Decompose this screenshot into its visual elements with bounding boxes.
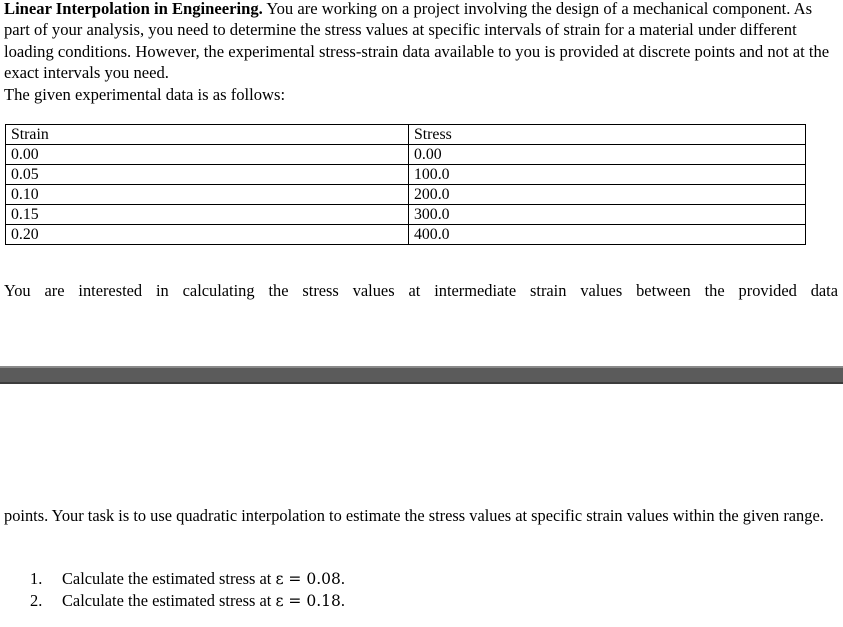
intro-heading: Linear Interpolation in Engineering. bbox=[4, 0, 263, 18]
question-list bbox=[30, 568, 345, 612]
question-text: Calculate the estimated stress at bbox=[62, 591, 276, 610]
list-item bbox=[30, 568, 345, 590]
interest-paragraph: You are interested in calculating the stress values at intermediate strain values between the provided data bbox=[4, 281, 838, 300]
strain-cell: 0.20 bbox=[6, 225, 409, 245]
question-text: Calculate the estimated stress at bbox=[62, 569, 276, 588]
table-row bbox=[6, 185, 806, 205]
given-data-line: The given experimental data is as follows: bbox=[4, 84, 286, 104]
intro-text: You are working on a project involving the design of a mechanical component. As part of your analysis, you need to determine the stress values at specific intervals of strain for a material under different loading conditions. However, the experimental stress-strain data available to you is provided at discrete points and not at the exact intervals you need. bbox=[4, 0, 830, 83]
header-strain: Strain bbox=[6, 125, 409, 145]
question-end: . bbox=[340, 591, 345, 610]
question-math: ε = 0.08 bbox=[275, 570, 341, 588]
page-divider-bar bbox=[0, 366, 843, 384]
stress-cell: 200.0 bbox=[409, 185, 806, 205]
stress-cell: 300.0 bbox=[409, 205, 806, 225]
table-header-row bbox=[6, 125, 806, 145]
stress-cell: 100.0 bbox=[409, 165, 806, 185]
table-row bbox=[6, 145, 806, 165]
question-number: 1. bbox=[30, 569, 43, 588]
task-paragraph: points. Your task is to use quadratic interpolation to estimate the stress values at specific strain values within the given range. bbox=[4, 506, 824, 525]
strain-cell: 0.15 bbox=[6, 205, 409, 225]
header-stress: Stress bbox=[409, 125, 806, 145]
list-item bbox=[30, 590, 345, 612]
question-math: ε = 0.18 bbox=[275, 592, 341, 610]
strain-cell: 0.10 bbox=[6, 185, 409, 205]
question-end: . bbox=[340, 569, 345, 588]
table-row bbox=[6, 205, 806, 225]
question-number: 2. bbox=[30, 591, 43, 610]
strain-cell: 0.05 bbox=[6, 165, 409, 185]
stress-cell: 400.0 bbox=[409, 225, 806, 245]
intro-paragraph bbox=[4, 0, 839, 105]
table-row bbox=[6, 165, 806, 185]
strain-cell: 0.00 bbox=[6, 145, 409, 165]
table-row bbox=[6, 225, 806, 245]
stress-cell: 0.00 bbox=[409, 145, 806, 165]
stress-strain-table bbox=[5, 124, 806, 245]
